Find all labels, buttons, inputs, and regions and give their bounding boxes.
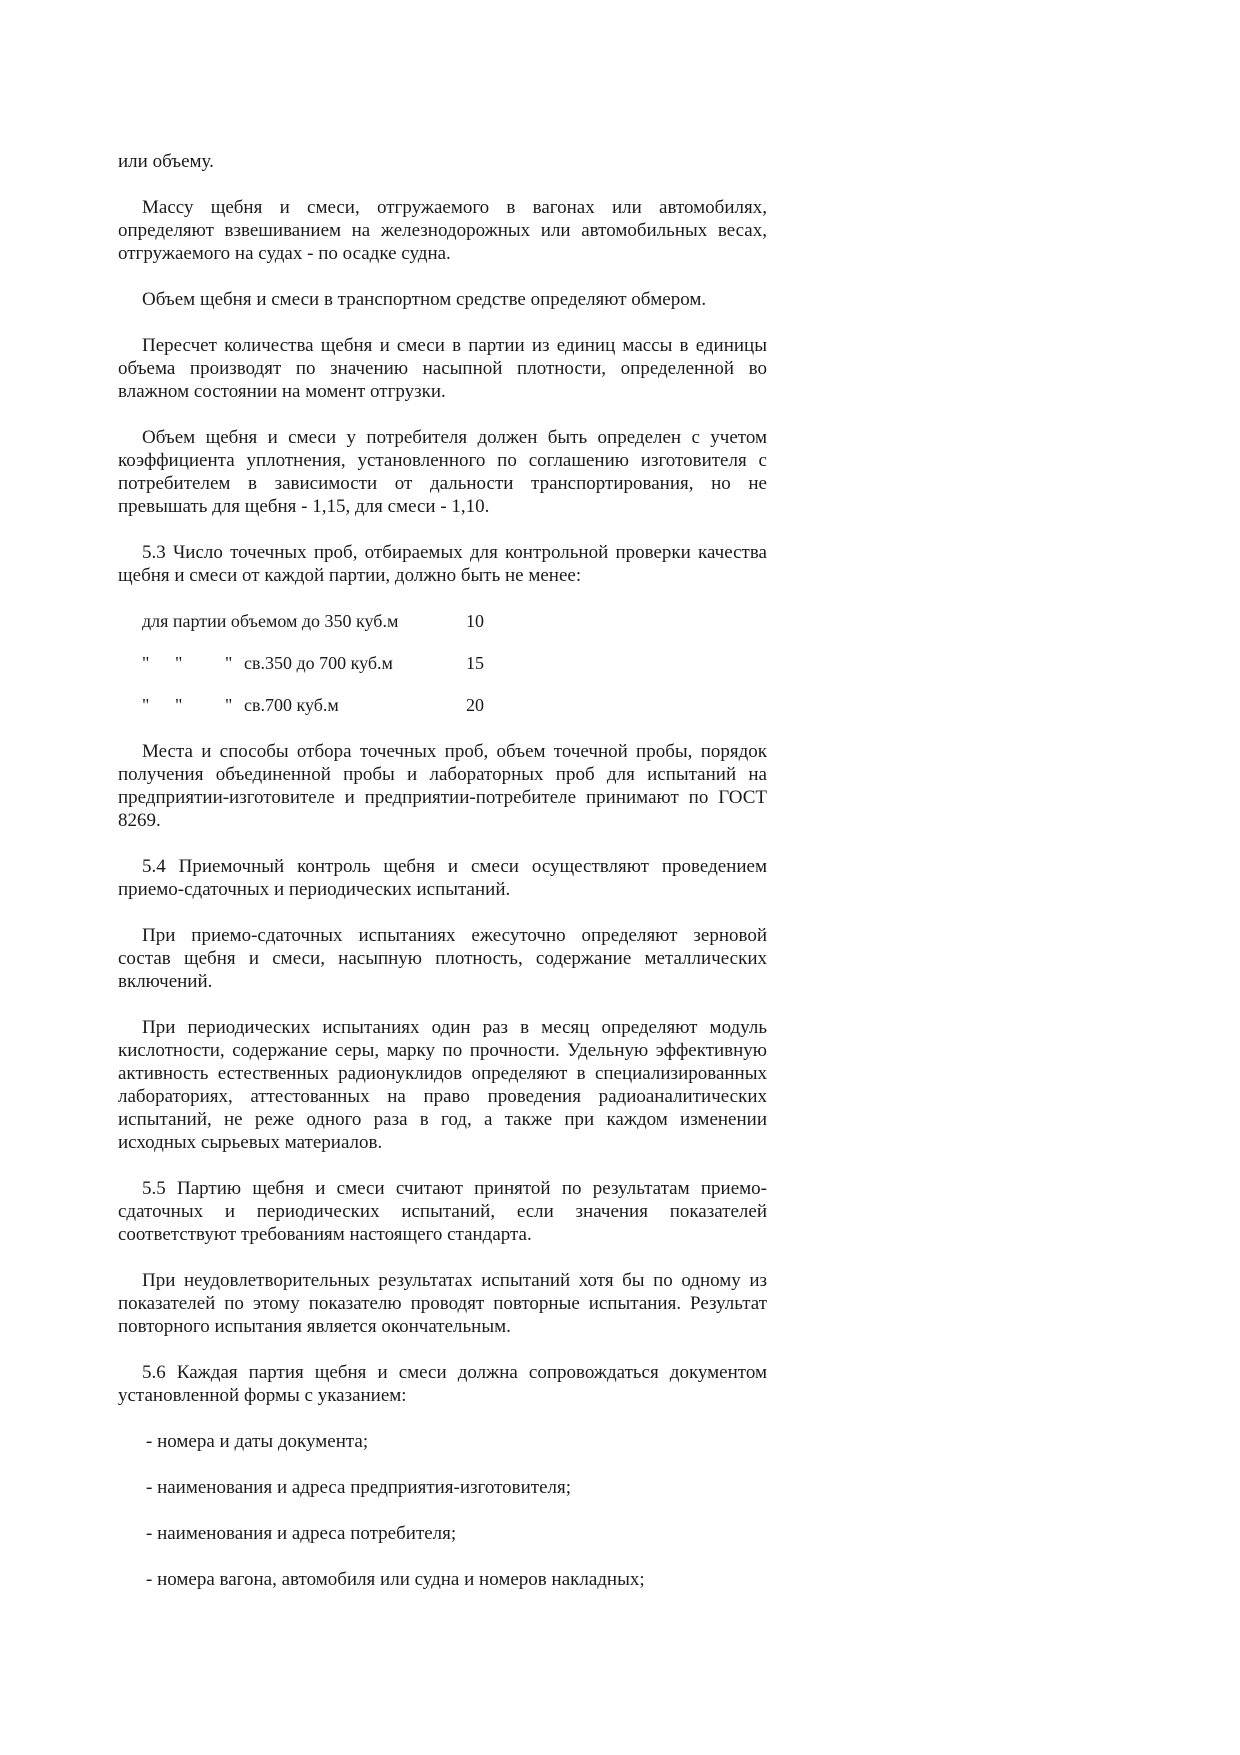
paragraph-5-4-acceptance-control: 5.4 Приемочный контроль щебня и смеси осуществляют проведением приемо-сдаточных и периодических испытаний. [118, 856, 767, 900]
ditto-mark: " [142, 653, 150, 673]
ditto-mark: " [175, 653, 183, 673]
document-page [118, 150, 767, 1591]
paragraph-conversion: Пересчет количества щебня и смеси в партии из единиц массы в единицы объема производят по значению насыпной плотности, определенной во влажном состоянии на момент отгрузки. [118, 335, 767, 402]
list-item: - номера вагона, автомобиля или судна и номеров накладных; [146, 1569, 645, 1590]
paragraph-periodic-tests: При периодических испытаниях один раз в месяц определяют модуль кислотности, содержание серы, марку по прочности. Удельную эффективную активность естественных радионуклидов определяют в специализированных лабораториях, аттестованных на право проведения радиоаналитических испытаний, не реже одного раза в год, а также при каждом изменении исходных сырьевых материалов. [118, 1017, 767, 1153]
paragraph-5-5-batch-accepted: 5.5 Партию щебня и смеси считают принятой по результатам приемо-сдаточных и периодических испытаний, если значения показателей соответствуют требованиям настоящего стандарта. [118, 1178, 767, 1245]
sample-count: 15 [466, 653, 484, 673]
paragraph-5-3-sample-count: 5.3 Число точечных проб, отбираемых для контрольной проверки качества щебня и смеси от каждой партии, должно быть не менее: [118, 542, 767, 586]
paragraph-5-6-documentation: 5.6 Каждая партия щебня и смеси должна сопровождаться документом установленной формы с указанием: [118, 1362, 767, 1406]
list-item: - номера и даты документа; [146, 1431, 369, 1452]
sample-row [142, 694, 767, 717]
paragraph-volume-measure: Объем щебня и смеси в транспортном средстве определяют обмером. [142, 289, 707, 310]
ditto-mark: " [175, 695, 183, 715]
paragraph-compaction-coefficient: Объем щебня и смеси у потребителя должен быть определен с учетом коэффициента уплотнения, установленного по соглашению изготовителя с потребителем в зависимости от дальности транспортирования, но не превышать для щебня - 1,15, для смеси - 1,10. [118, 427, 767, 517]
sample-row [142, 652, 767, 675]
sample-count: 10 [466, 611, 484, 631]
ditto-mark: " [225, 695, 233, 715]
paragraph-sampling-methods: Места и способы отбора точечных проб, объем точечной пробы, порядок получения объединенной пробы и лабораторных проб для испытаний на предприятии-изготовителе и предприятии-потребителе принимают по ГОСТ 8269. [118, 741, 767, 831]
paragraph-repeat-tests: При неудовлетворительных результатах испытаний хотя бы по одному из показателей по этому показателю проводят повторные испытания. Результат повторного испытания является окончательным. [118, 1270, 767, 1337]
ditto-mark: " [225, 653, 233, 673]
document-requirements-list [118, 1430, 767, 1591]
paragraph-acceptance-tests: При приемо-сдаточных испытаниях ежесуточно определяют зерновой состав щебня и смеси, насыпную плотность, содержание металлических включений. [118, 925, 767, 992]
ditto-mark: " [142, 695, 150, 715]
sample-range: для партии объемом до 350 куб.м [142, 611, 399, 631]
sample-range: св.700 куб.м [244, 695, 339, 715]
sample-count: 20 [466, 695, 484, 715]
list-item: - наименования и адреса потребителя; [146, 1523, 457, 1544]
sample-range: св.350 до 700 куб.м [244, 653, 393, 673]
paragraph-continuation: или объему. [118, 151, 214, 172]
paragraph-mass-weighing: Массу щебня и смеси, отгружаемого в вагонах или автомобилях, определяют взвешиванием на железнодорожных или автомобильных весах, отгружаемого на судах - по осадке судна. [118, 197, 767, 264]
sample-row [142, 610, 767, 633]
sample-count-table [142, 610, 767, 717]
list-item: - наименования и адреса предприятия-изготовителя; [146, 1477, 572, 1498]
